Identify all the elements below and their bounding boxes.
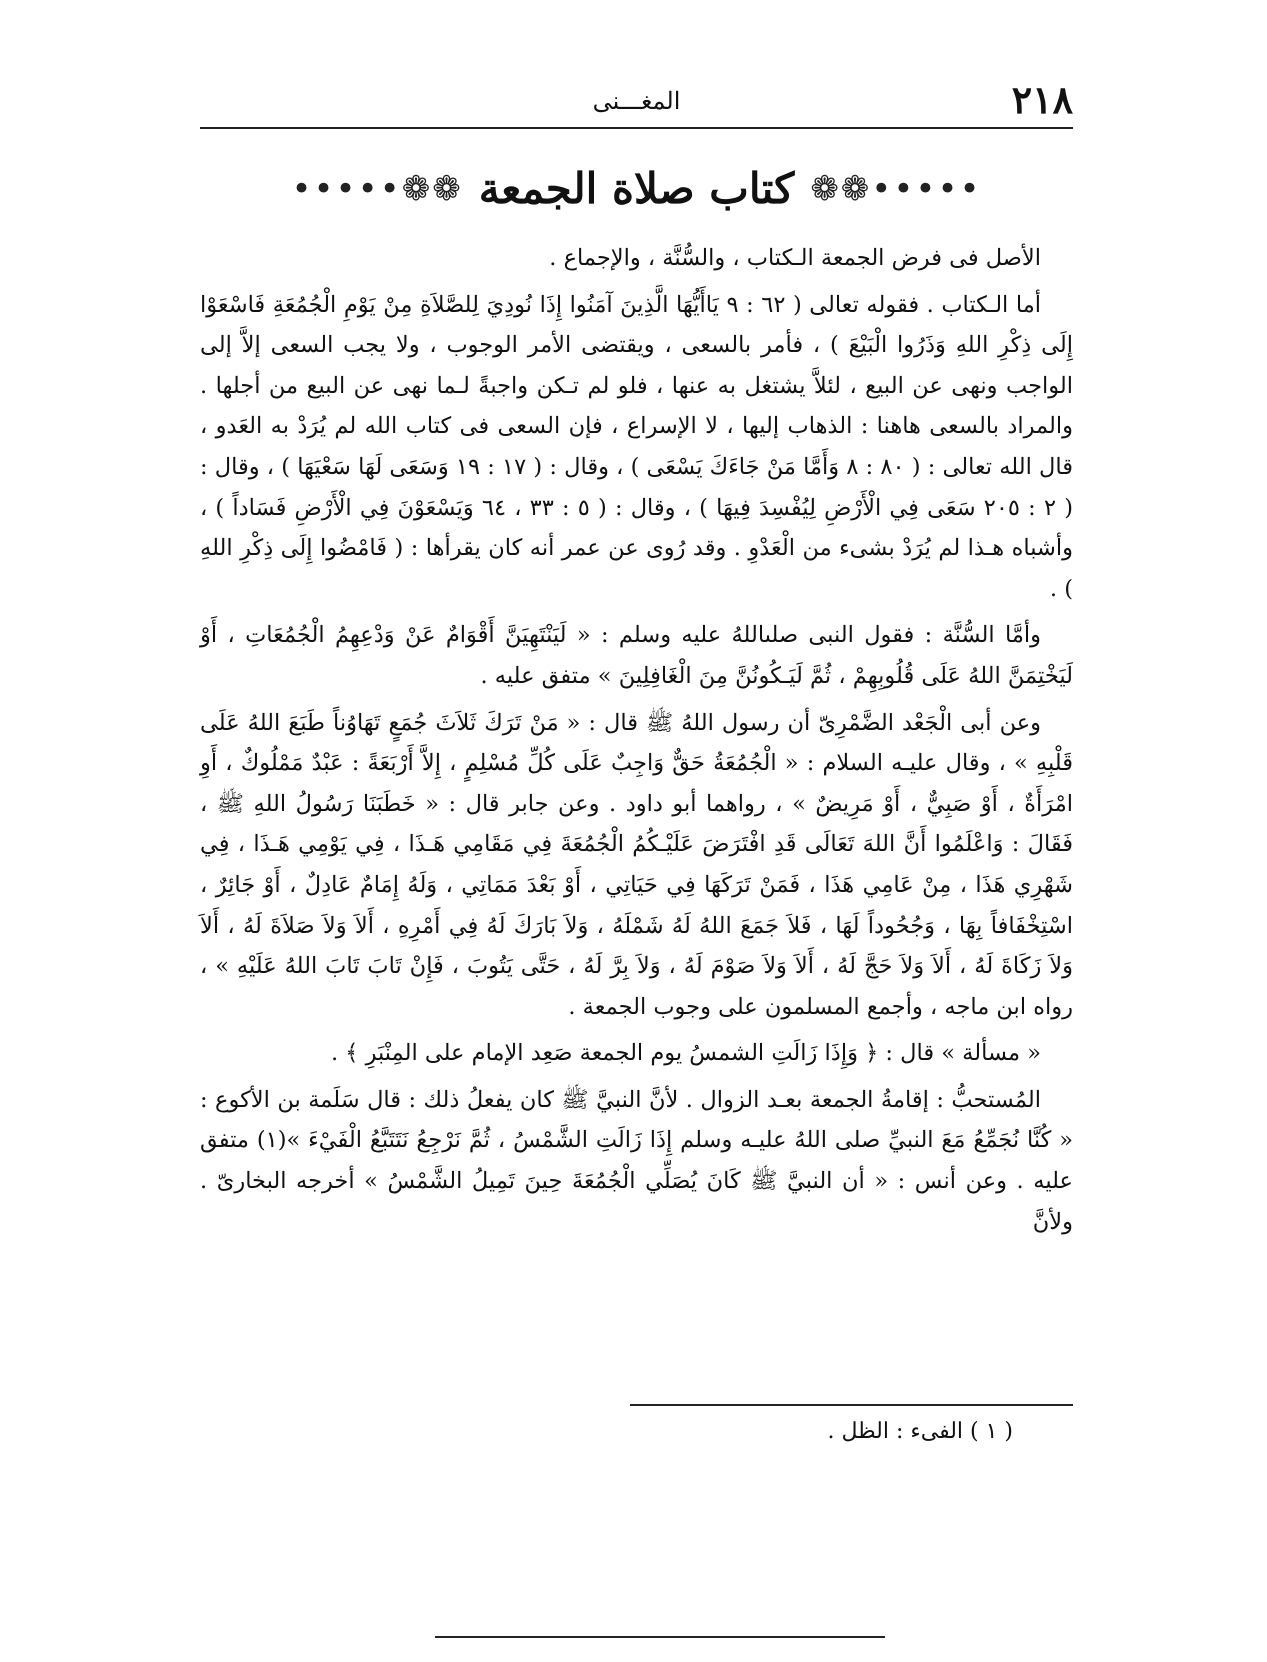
ornament-left-icon: ❁❁••••• bbox=[291, 169, 463, 209]
ornament-right-icon: •••••❁❁ bbox=[810, 169, 982, 209]
page-header bbox=[200, 78, 1073, 122]
paragraph-intro: الأصل فى فرض الجمعة الـكتاب ، والسُّنَّة ، والإجماع . bbox=[549, 245, 1041, 271]
paragraph-kitab: أما الـكتاب . فقوله تعالى ( ٦٢ : ٩ يَاأَيُّهَا الَّذِينَ آمَنُوا إِذَا نُودِيَ لِلصَّلاَةِ مِنْ يَوْمِ الْجُمُعَةِ فَاسْعَوْا إِلَى ذِكْرِ اللهِ وَذَرُوا الْبَيْعَ ) ، فأمر بالسعى ، ويقتضى الأمر الوجوب ، ولا يجب السعى إلاَّ إلى الواجب ونهى عن البيع ، لئلاَّ يشتغل به عنها ، فلو لم تـكن واجبةً لـما نهى عن البيع من أجلها . والمراد بالسعى هاهنا : الذهاب إليها ، لا الإسراع ، فإن السعى فى كتاب الله لم يُرَدْ به العَدو ، قال الله تعالى : ( ٨٠ : ٨ وَأَمَّا مَنْ جَاءَكَ يَسْعَى ) ، وقال : ( ١٧ : ١٩ وَسَعَى لَهَا سَعْيَهَا ) ، وقال : ( ٢ : ٢٠٥ سَعَى فِي الْأَرْضِ لِيُفْسِدَ فِيهَا ) ، وقال : ( ٥ : ٣٣ ، ٦٤ وَيَسْعَوْنَ فِي الْأَرْضِ فَسَاداً ) ، وأشباه هـذا لم يُرَدْ بشىء من الْعَدْوِ . وقد رُوى عن عمر أنه كان يقرأها : ( فَامْضُوا إِلَى ذِكْرِ اللهِ ) . bbox=[200, 291, 1074, 602]
footnote-rule bbox=[630, 1404, 1073, 1406]
footnote-text: ( ١ ) الفىء : الظل . bbox=[827, 1419, 1013, 1444]
paragraph-mustahab: المُستحبُّ : إقامةُ الجمعة بعـد الزوال . لأنَّ النبيَّ ﷺ كان يفعلُ ذلك : قال سَلَمة بن الأكوع : « كُنَّا نُجَمِّعُ مَعَ النبيِّ صلى اللهُ عليـه وسلم إِذَا زَالَتِ الشَّمْسُ ، ثُمَّ نَرْجِعُ نَتَتَبَّعُ الْفَيْءَ »(١) متفق عليه . وعن أنس : « أن النبيَّ ﷺ كَانَ يُصَلِّي الْجُمُعَةَ حِينَ تَمِيلُ الشَّمْسُ » أخرجه البخارىّ . ولأنَّ bbox=[200, 1086, 1073, 1235]
running-title: المغـــنى bbox=[592, 87, 681, 115]
paragraph-sunnah: وأمَّا السُّنَّة : فقول النبى صلىاللهُ عليه وسلم : « لَيَنْتَهِيَنَّ أَقْوَامٌ عَنْ وَدْعِهِمُ الْجُمُعَاتِ ، أَوْ لَيَخْتِمَنَّ اللهُ عَلَى قُلُوبِهِمْ ، ثُمَّ لَيَـكُونُنَّ مِنَ الْغَافِلِينَ » متفق عليه . bbox=[200, 622, 1073, 689]
bottom-rule bbox=[435, 1636, 885, 1638]
footnote bbox=[200, 1414, 1073, 1450]
header-rule bbox=[200, 127, 1073, 129]
paragraph-hadith: وعن أبى الْجَعْد الضَّمْرِىّ أن رسول اللهُ ﷺ قال : « مَنْ تَرَكَ ثَلاَثَ جُمَعٍ تَهَاوُناً طَبَعَ اللهُ عَلَى قَلْبِهِ » ، وقال عليـه السلام : « الْجُمُعَةُ حَقٌّ وَاجِبٌ عَلَى كُلِّ مُسْلِمٍ ، إِلاَّ أَرْبَعَةً : عَبْدٌ مَمْلُوكٌ ، أَوِ امْرَأَةٌ ، أَوْ صَبِيٌّ ، أَوْ مَرِيضٌ » ، رواهما أبو داود . وعن جابر قال : « خَطَبَنَا رَسُولُ اللهِ ﷺ ، فَقَالَ : وَاعْلَمُوا أَنَّ اللهَ تَعَالَى قَدِ افْتَرَضَ عَلَيْـكُمُ الْجُمُعَةَ فِي مَقَامِي هَـذَا ، فِي يَوْمِي هَـذَا ، فِي شَهْرِي هَذَا ، مِنْ عَامِي هَذَا ، فَمَنْ تَرَكَهَا فِي حَيَاتِي ، أَوْ بَعْدَ مَمَاتِي ، وَلَهُ إِمَامٌ عَادِلٌ ، أَوْ جَائِرٌ ، اسْتِخْفَافاً بِهَا ، وَجُحُوداً لَهَا ، فَلاَ جَمَعَ اللهُ لَهُ شَمْلَهُ ، وَلاَ بَارَكَ لَهُ فِي أَمْرِهِ ، أَلاَ وَلاَ صَلاَةَ لَهُ ، أَلاَ وَلاَ زَكَاةَ لَهُ ، أَلاَ وَلاَ حَجَّ لَهُ ، أَلاَ وَلاَ صَوْمَ لَهُ ، وَلاَ بِرَّ لَهُ ، حَتَّى يَتُوبَ ، فَإِنْ تَابَ تَابَ اللهُ عَلَيْهِ » ، رواه ابن ماجه ، وأجمع المسلمون على وجوب الجمعة . bbox=[200, 709, 1073, 1020]
chapter-title: كتاب صلاة الجمعة bbox=[478, 164, 795, 213]
page-number: ٢١٨ bbox=[1011, 77, 1073, 122]
paragraph-masala: « مسألة » قال : ﴿ وَإِذَا زَالَتِ الشمسُ يوم الجمعة صَعِد الإمام على المِنْبَرِ ﴾ . bbox=[330, 1040, 1041, 1067]
body-text bbox=[200, 238, 1073, 1248]
chapter-heading bbox=[200, 150, 1073, 228]
